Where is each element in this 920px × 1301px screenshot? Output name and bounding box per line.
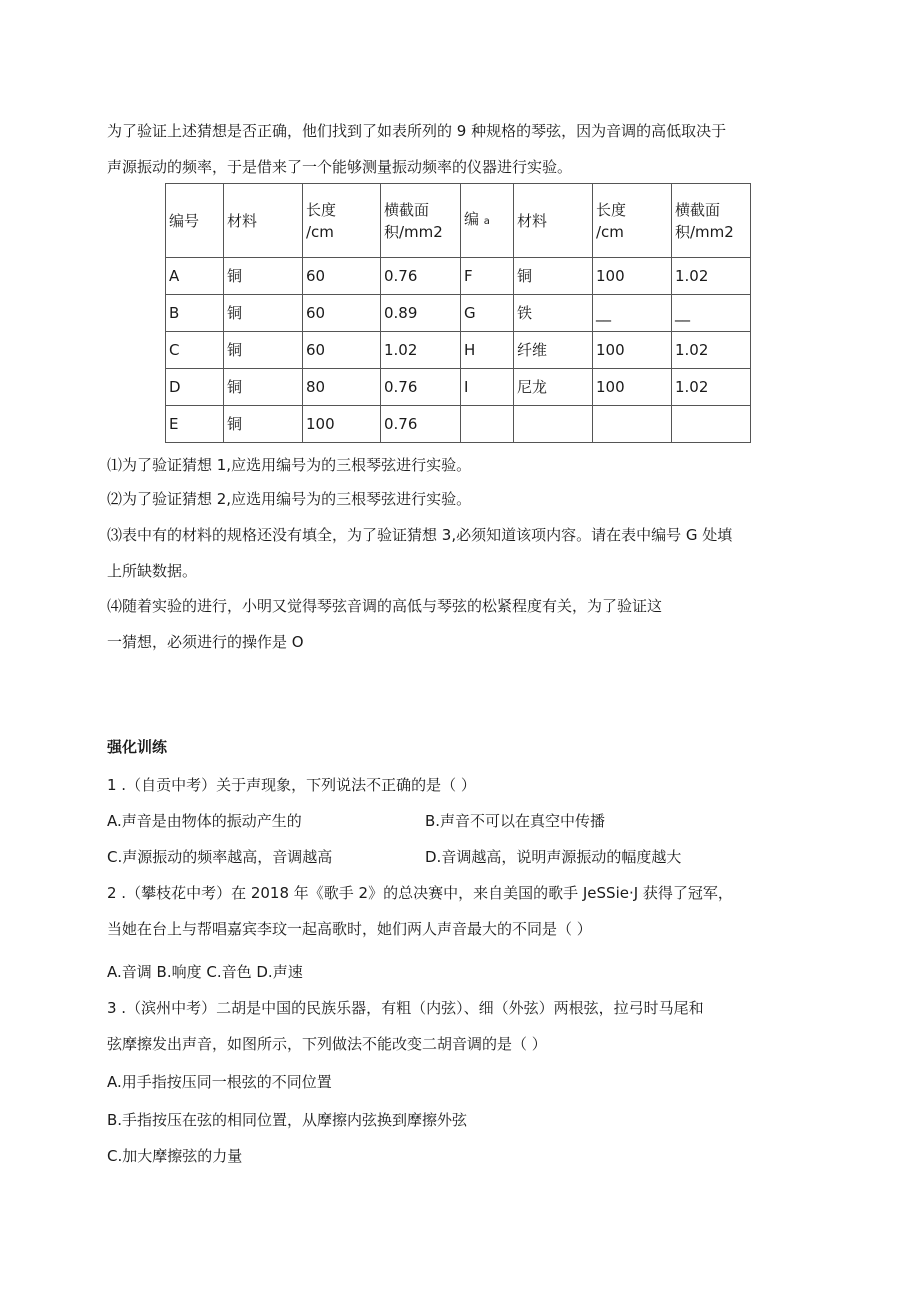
header-cell: 材料 xyxy=(224,184,303,258)
table-cell: 铜 xyxy=(224,258,303,295)
table-cell: 100 xyxy=(593,258,672,295)
table-row xyxy=(166,332,751,369)
table-cell: 0.76 xyxy=(381,369,461,406)
table-cell: F xyxy=(461,258,514,295)
intro-line-1: 为了验证上述猜想是否正确，他们找到了如表所列的 9 种规格的琴弦，因为音调的高低取决于 xyxy=(107,122,727,140)
table-cell: 铜 xyxy=(514,258,593,295)
table-cell: C xyxy=(166,332,224,369)
exercise-1-stem: 1 .（自贡中考）关于声现象，下列说法不正确的是（ ） xyxy=(107,776,476,794)
question-2: ⑵为了验证猜想 2,应选用编号为的三根琴弦进行实验。 xyxy=(107,490,472,508)
question-4-line-2: 一猜想，必须进行的操作是 O xyxy=(107,633,304,651)
table-cell xyxy=(461,406,514,443)
question-4-line-1: ⑷随着实验的进行，小明又觉得琴弦音调的高低与琴弦的松紧程度有关，为了验证这 xyxy=(107,597,663,615)
header-cell: 横截面 积/mm2 xyxy=(672,184,751,258)
table-cell: 100 xyxy=(593,332,672,369)
question-3-line-1: ⑶表中有的材料的规格还没有填全，为了验证猜想 3,必须知道该项内容。请在表中编号 G 处填 xyxy=(107,526,733,544)
header-cell: 长度 /cm xyxy=(593,184,672,258)
exercise-3-stem-line-2: 弦摩擦发出声音，如图所示，下列做法不能改变二胡音调的是（ ） xyxy=(107,1035,547,1053)
table-row xyxy=(166,369,751,406)
table-cell: 0.89 xyxy=(381,295,461,332)
table-cell: G xyxy=(461,295,514,332)
header-cell: 材料 xyxy=(514,184,593,258)
table-cell: 1.02 xyxy=(672,369,751,406)
header-cell: 编号 xyxy=(166,184,224,258)
string-spec-table xyxy=(165,183,751,443)
table-row xyxy=(166,258,751,295)
table-cell: 60 xyxy=(303,295,381,332)
exercise-2-stem-line-1: 2 .（攀枝花中考）在 2018 年《歌手 2》的总决赛中，来自美国的歌手 JeSSie·J 获得了冠军， xyxy=(107,884,733,902)
exercise-1-option-c: C.声源振动的频率越高，音调越高 xyxy=(107,848,333,866)
header-cell: 横截面 积/mm2 xyxy=(381,184,461,258)
table-cell: I xyxy=(461,369,514,406)
exercise-3-option-b: B.手指按压在弦的相同位置，从摩擦内弦换到摩擦外弦 xyxy=(107,1111,468,1129)
exercise-1-option-b: B.声音不可以在真空中传播 xyxy=(425,812,606,830)
table-cell: 尼龙 xyxy=(514,369,593,406)
exercise-1-option-d: D.音调越高，说明声源振动的幅度越大 xyxy=(425,848,682,866)
table-cell xyxy=(593,406,672,443)
table-cell: 60 xyxy=(303,258,381,295)
table-cell: 铜 xyxy=(224,295,303,332)
table-cell xyxy=(672,406,751,443)
exercise-3-option-c: C.加大摩擦弦的力量 xyxy=(107,1147,243,1165)
table-cell: 0.76 xyxy=(381,258,461,295)
table-cell: 铜 xyxy=(224,406,303,443)
exercise-1-option-a: A.声音是由物体的振动产生的 xyxy=(107,812,302,830)
table-cell: 1.02 xyxy=(381,332,461,369)
table-cell: D xyxy=(166,369,224,406)
table-cell: 纤维 xyxy=(514,332,593,369)
table-cell: __ xyxy=(593,295,672,332)
question-1: ⑴为了验证猜想 1,应选用编号为的三根琴弦进行实验。 xyxy=(107,456,472,474)
table-cell: A xyxy=(166,258,224,295)
table-cell: 100 xyxy=(593,369,672,406)
table-cell xyxy=(514,406,593,443)
section-title: 强化训练 xyxy=(107,738,168,756)
exercise-3-stem-line-1: 3 .（滨州中考）二胡是中国的民族乐器，有粗（内弦）、细（外弦）两根弦，拉弓时马尾和 xyxy=(107,999,704,1017)
exercise-3-option-a: A.用手指按压同一根弦的不同位置 xyxy=(107,1073,332,1091)
table-cell: 0.76 xyxy=(381,406,461,443)
header-cell: 长度 /cm xyxy=(303,184,381,258)
exercise-2-options: A.音调 B.响度 C.音色 D.声速 xyxy=(107,963,303,981)
table-cell: 铜 xyxy=(224,332,303,369)
table-cell: 1.02 xyxy=(672,332,751,369)
table-cell: 100 xyxy=(303,406,381,443)
table-cell: B xyxy=(166,295,224,332)
table-cell: 1.02 xyxy=(672,258,751,295)
table-row xyxy=(166,295,751,332)
table-header-row xyxy=(166,184,751,258)
exercise-2-stem-line-2: 当她在台上与帮唱嘉宾李玟一起高歌时，她们两人声音最大的不同是（ ） xyxy=(107,920,592,938)
header-cell: 编 a xyxy=(461,184,514,258)
table-cell: __ xyxy=(672,295,751,332)
table-cell: H xyxy=(461,332,514,369)
table-cell: 60 xyxy=(303,332,381,369)
table-cell: E xyxy=(166,406,224,443)
table-cell: 铁 xyxy=(514,295,593,332)
intro-line-2: 声源振动的频率，于是借来了一个能够测量振动频率的仪器进行实验。 xyxy=(107,158,573,176)
table-cell: 铜 xyxy=(224,369,303,406)
question-3-line-2: 上所缺数据。 xyxy=(107,562,198,580)
table-row xyxy=(166,406,751,443)
table-cell: 80 xyxy=(303,369,381,406)
